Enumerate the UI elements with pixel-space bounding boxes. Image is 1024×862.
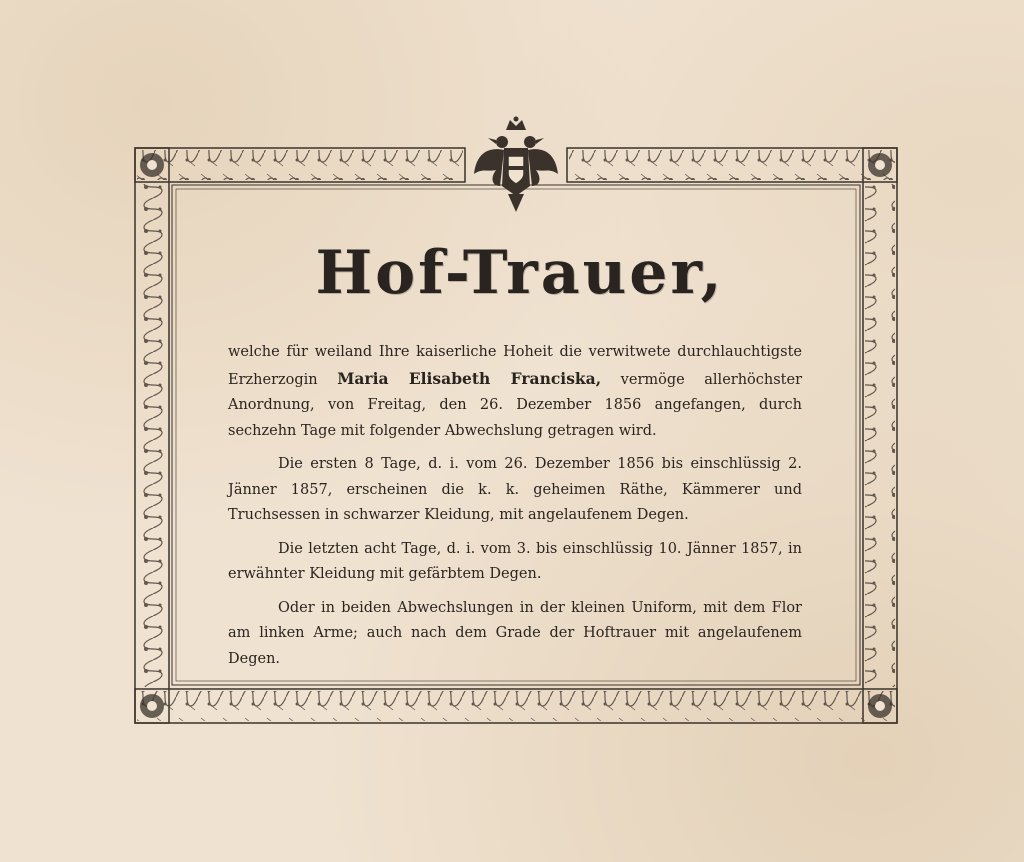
double-headed-eagle-crest-icon bbox=[470, 116, 562, 216]
paragraph-first-days: Die ersten 8 Tage, d. i. vom 26. Dezember 1856 bis einschlüssig 2. Jänner 1857, erscheinen die k. k. geheimen Räthe, Kämmerer und Truchsessen in schwarzer Kleidung, mit angelaufenem Degen. bbox=[228, 456, 802, 523]
paragraph-last-days: Die letzten acht Tage, d. i. vom 3. bis einschlüssig 10. Jänner 1857, in erwähnter Kleidung mit gefärbtem Degen. bbox=[228, 540, 802, 582]
intro-lead-text: welche für weiland Ihre kaiserliche Hoheit die verwitwete durchlauchtigste Erzherzogin bbox=[228, 344, 802, 388]
intro-rest-text: vermöge allerhöchster Anordnung, von Freitag, den 26. Dezember 1856 angefangen, durch sechzehn Tage mit folgender Abwechslung getragen wird. bbox=[228, 371, 803, 439]
document-body bbox=[228, 340, 802, 680]
archduchess-name: Maria Elisabeth Franciska, bbox=[337, 368, 602, 388]
intro-paragraph bbox=[228, 340, 802, 444]
document-title: Hof-Trauer, bbox=[315, 238, 725, 308]
paragraph-uniform: Oder in beiden Abwechslungen in der kleinen Uniform, mit dem Flor am linken Arme; auch nach dem Grade der Hoftrauer mit angelaufenem Degen. bbox=[228, 599, 802, 667]
